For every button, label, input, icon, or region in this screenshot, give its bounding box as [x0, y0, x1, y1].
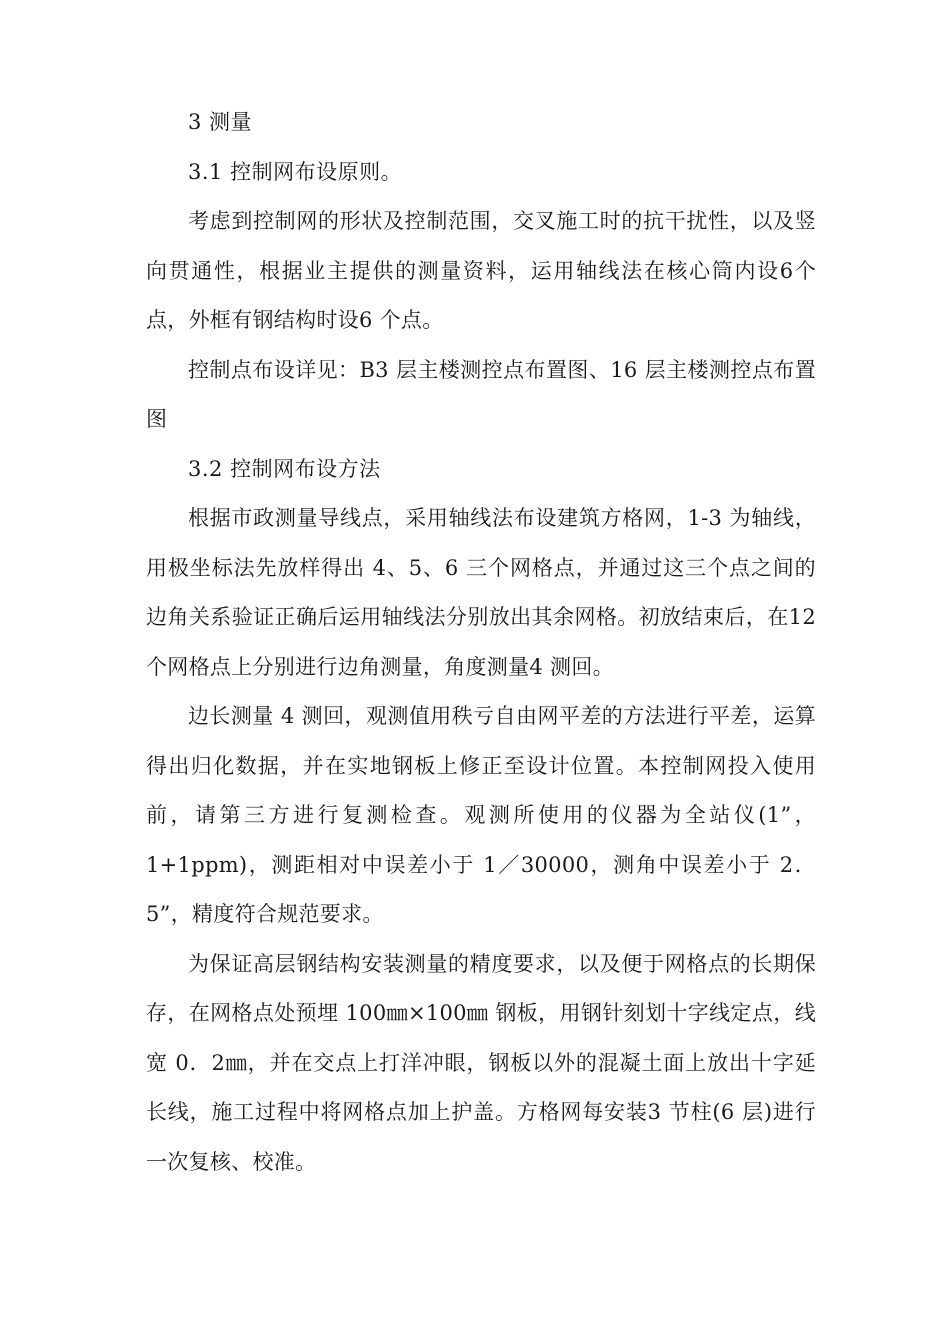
section-heading-3-1: 3.1 控制网布设原则。: [188, 159, 403, 184]
paragraph-control-point-layout: 控制点布设详见：B3 层主楼测控点布置图、16 层主楼测控点布置图: [146, 357, 816, 431]
section-heading-3: 3 测量: [188, 110, 253, 134]
paragraph-control-network-principle: 考虑到控制网的形状及控制范围，交叉施工时的抗干扰性，以及竖向贯通性，根据业主提供的测量资料，运用轴线法在核心筒内设6个点，外框有钢结构时设6 个点。: [146, 209, 816, 332]
paragraph-side-length-measurement: 边长测量 4 测回，观测值用秩亏自由网平差的方法进行平差，运算得出归化数据，并在实地钢板上修正至设计位置。本控制网投入使用前，请第三方进行复测检查。观测所使用的仪器为全站仪(1”，1+1ppm)，测距相对中误差小于 1／30000，测角中误差小于 2．5”，精度符合规范要求。: [146, 704, 816, 926]
paragraph-layout-method: 根据市政测量导线点，采用轴线法布设建筑方格网，1-3 为轴线，用极坐标法先放样得出 4、5、6 三个网格点，并通过这三个点之间的边角关系验证正确后运用轴线法分别放出其余网格。初放结束后，在12 个网格点上分别进行边角测量，角度测量4 测回。: [146, 506, 816, 679]
paragraph-grid-point-preservation: 为保证高层钢结构安装测量的精度要求，以及便于网格点的长期保存，在网格点处预埋 100㎜×100㎜ 钢板，用钢针刻划十字线定点，线宽 0．2㎜，并在交点上打洋冲眼，钢板以外的混凝土面上放出十字延长线，施工过程中将网格点加上护盖。方格网每安装3 节柱(6 层)进行一次复核、校准。: [146, 951, 816, 1174]
document-body: [146, 98, 816, 1187]
section-heading-3-2: 3.2 控制网布设方法: [188, 456, 381, 481]
